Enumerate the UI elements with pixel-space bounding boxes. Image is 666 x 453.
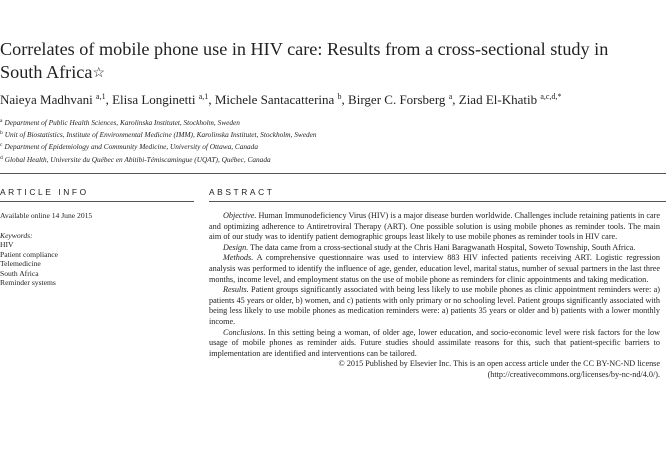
- author-name[interactable]: Elisa Longinetti: [112, 92, 196, 107]
- keywords-heading: Keywords:: [0, 230, 33, 240]
- article-info-divider: [0, 201, 194, 202]
- author-affiliation-mark[interactable]: a,c,d,*: [540, 92, 562, 101]
- author-affiliation-mark[interactable]: a: [448, 92, 453, 101]
- affiliation-list: [0, 116, 660, 165]
- author-list: Naieya Madhvani $^{a,1}$, Elisa Longinetti $^{a,1}$, Michele Santacatterina $^b$, Birger C. Forsberg $^a$, Ziad El-Khatib $^{a,c,d,*}$: [0, 92, 562, 107]
- article-title: Correlates of mobile phone use in HIV care: Results from a cross-sectional study in South Africa☆: [0, 39, 609, 82]
- header-divider: [0, 173, 666, 174]
- article-info-panel: [0, 211, 190, 288]
- copyright-notice: © 2015 Published by Elsevier Inc. This is an open access article under the CC BY-NC-ND license (http://creativecommons.org/licenses/by-nc-nd/4.0/).: [338, 359, 660, 379]
- author-affiliation-mark[interactable]: b: [337, 92, 342, 101]
- keyword-item: Reminder systems: [0, 278, 56, 287]
- keyword-item: Patient compliance: [0, 249, 58, 259]
- author-name[interactable]: Naieya Madhvani: [0, 92, 93, 107]
- affiliation-item: $^c$ Department of Epidemiology and Community Medicine, University of Ottawa, Canada: [0, 142, 258, 152]
- author-affiliation-mark[interactable]: a,1: [96, 92, 106, 101]
- license-link[interactable]: (http://creativecommons.org/licenses/by-nc-nd/4.0/).: [487, 369, 660, 379]
- abstract-heading: ABSTRACT: [209, 187, 275, 197]
- abstract-conclusions: Conclusions. In this setting being a woman, of older age, lower education, and socio-economic level were risk factors for the low usage of mobile phones as reminder aids. Future studies should assimilate reasons for this, such that patient-specific barriers to implementation are identified and interventions can be tailored.: [209, 327, 660, 358]
- affiliation-item: $^b$ Unit of Biostatistics, Institute of Environmental Medicine (IMM), Karolinska Institutet, Stockholm, Sweden: [0, 130, 317, 140]
- keyword-item: HIV: [0, 240, 14, 249]
- affiliation-item: $^d$ Global Health, Universite du Québec en Abitibi-Témiscamingue (UQAT), Québec, Canada: [0, 154, 271, 164]
- author-name[interactable]: Michele Santacatterina: [214, 92, 335, 107]
- abstract-objective: Objective. Human Immunodeficiency Virus (HIV) is a major disease burden worldwide. Challenges include retaining patients in care and optimizing adherence to Antiretroviral Therapy (ART). One possible solution is using mobile phones as reminder tools. The main aim of our study was to identify patient demographic groups least likely to use mobile phones as reminder tools in HIV care.: [209, 211, 660, 242]
- abstract-body: [209, 211, 660, 381]
- keyword-item: Telemedicine: [0, 259, 41, 268]
- abstract-design: Design. The data came from a cross-sectional study at the Chris Hani Baragwanath Hospital, Soweto Township, South Africa.: [223, 242, 636, 252]
- abstract-results: Results. Patient groups significantly associated with being less likely to use mobile phones as clinic appointment reminders were: a) patients 45 years or older, b) women, and c) patients with only primary or no schooling level. Patient groups significantly associated with being less likely to use mobile phones as medication reminders were: a) patients 35 years or older and b) patients with a lower monthly income.: [209, 285, 660, 326]
- author-affiliation-mark[interactable]: a,1: [198, 92, 209, 101]
- availability-date: Available online 14 June 2015: [0, 211, 93, 220]
- author-name[interactable]: Birger C. Forsberg: [348, 92, 446, 107]
- abstract-methods: Methods. A comprehensive questionnaire was used to interview 883 HIV infected patients receiving ART. Logistic regression analysis was performed to identify the influence of age, gender, education level, marital status, number of sexual partners in the last three months, income level, and employment status on the use of mobile phone as reminders for clinic appointments and taking medication.: [209, 253, 660, 284]
- author-name[interactable]: Ziad El-Khatib: [458, 92, 538, 107]
- keyword-item: South Africa: [0, 268, 39, 278]
- abstract-divider: [209, 201, 666, 202]
- title-footnote-star[interactable]: ☆: [92, 66, 106, 81]
- affiliation-item: $^a$ Department of Public Health Sciences, Karolinska Institutet, Stockholm, Sweden: [0, 118, 240, 127]
- article-info-heading: ARTICLE INFO: [0, 187, 89, 197]
